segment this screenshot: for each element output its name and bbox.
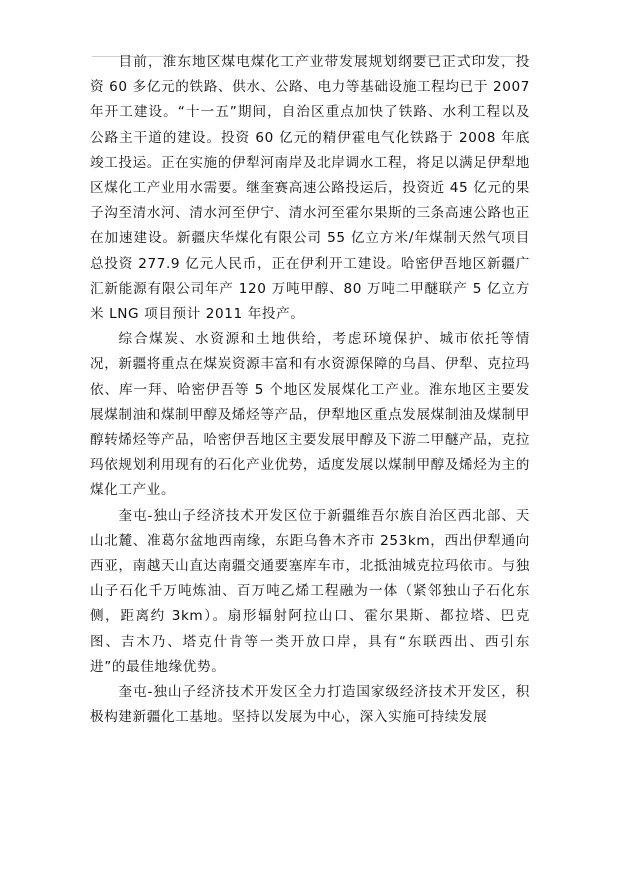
paragraph-coal-chemical-regions: 综合煤炭、水资源和土地供给，考虑环境保护、城市依托等情况，新疆将重点在煤炭资源丰富和有水资源保障的乌昌、伊犁、克拉玛依、库一拜、哈密伊吾等 5 个地区发展煤化工产业。淮东地区主要发展煤制油和煤制甲醇及烯烃等产品，伊犁地区重点发展煤制油及煤制甲醇转烯烃等产品，哈密伊吾地区主要发展甲醇及下游二甲醚产品，克拉玛依规划利用现有的石化产业优势，适度发展以煤制甲醇及烯烃为主的煤化工产业。 — [90, 331, 531, 499]
paragraph-kuitun-dushanzi-development: 奎屯-独山子经济技术开发区全力打造国家级经济技术开发区，积极构建新疆化工基地。坚持以发展为中心，深入实施可持续发展 — [90, 684, 530, 726]
paragraph-huaidong-infrastructure: 目前，淮东地区煤电煤化工产业带发展规划纲要已正式印发，投资 60 多亿元的铁路、供水、公路、电力等基础设施工程均已于 2007 年开工建设。“十一五”期间，自治区重点加快了铁路、水利工程以及公路主干道的建设。投资 60 亿元的精伊霍电气化铁路于 2008 年底竣工投运。正在实施的伊犁河南岸及北岸调水工程，将足以满足伊犁地区煤化工产业用水需要。继奎赛高速公路投运后，投资近 45 亿元的果子沟至清水河、清水河至伊宁、清水河至霍尔果斯的三条高速公路也正在加速建设。新疆庆华煤化有限公司 55 亿立方米/年煤制天然气项目总投资 277.9 亿元人民币，正在伊利开工建设。哈密伊吾地区新疆广汇新能源有限公司年产 120 万吨甲醇、80 万吨二甲醚联产 5 亿立方米 LNG 项目预计 2011 年投产。 — [90, 54, 531, 323]
paragraph-kuitun-dushanzi-location: 奎屯-独山子经济技术开发区位于新疆维吾尔族自治区西北部、天山北麓、准葛尔盆地西南缘，东距乌鲁木齐市 253km，西出伊犁通向西亚，南越天山直达南疆交通要塞库车市，北抵油城克拉玛依市。与独山子石化千万吨炼油、百万吨乙烯工程融为一体（紧邻独山子石化东侧，距离约 3km）。扇形辐射阿拉山口、霍尔果斯、都拉塔、巴克图、吉木乃、塔克什肯等一类开放口岸，具有“东联西出、西引东进”的最佳地缘优势。 — [90, 507, 531, 675]
document-body — [90, 50, 530, 730]
